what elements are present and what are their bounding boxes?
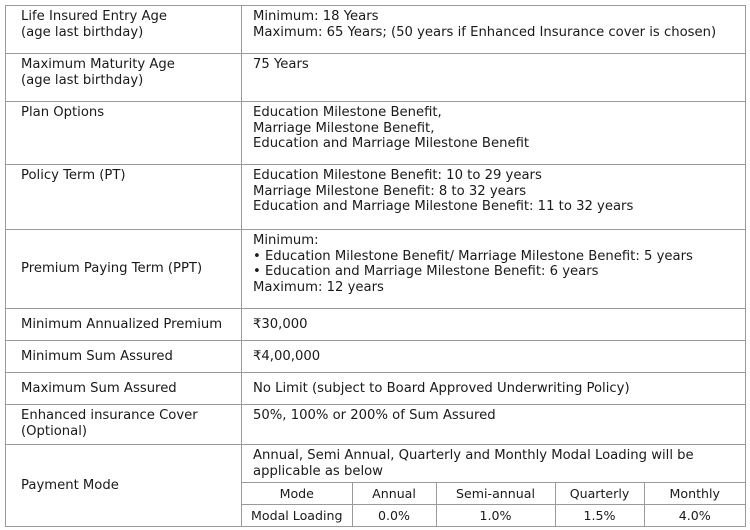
- row-label: [6, 6, 242, 54]
- value-line: Annual, Semi Annual, Quarterly and Monthly Modal Loading will be: [253, 448, 694, 463]
- modal-value-cell: 1.0%: [436, 505, 555, 527]
- row-value: [242, 6, 746, 54]
- row-value: [242, 309, 746, 341]
- row-value: [242, 373, 746, 405]
- table-row: [6, 309, 746, 341]
- row-value: [242, 165, 746, 230]
- modal-value-cell: 1.5%: [555, 505, 644, 527]
- modal-value-cell: Modal Loading: [242, 505, 352, 527]
- row-value: [242, 102, 746, 165]
- label-line: Enhanced insurance Cover: [21, 408, 198, 423]
- row-label: [6, 54, 242, 102]
- value-line: Minimum: 18 Years: [253, 9, 379, 24]
- table-row: [6, 165, 746, 230]
- table-row: [6, 230, 746, 309]
- label-line: (Optional): [21, 423, 88, 439]
- value-line: • Education and Marriage Milestone Benefit: 6 years: [253, 264, 599, 279]
- payment-mode-text: [242, 445, 745, 479]
- label-line: (age last birthday): [21, 72, 144, 88]
- table-row: [242, 505, 745, 527]
- label-line: Plan Options: [21, 105, 105, 120]
- value-line: 75 Years: [253, 57, 309, 72]
- row-label: [6, 405, 242, 445]
- label-line: Minimum Sum Assured: [21, 348, 173, 364]
- label-line: Minimum Annualized Premium: [21, 316, 223, 332]
- value-line: • Education Milestone Benefit/ Marriage Milestone Benefit: 5 years: [253, 248, 693, 264]
- table-row-payment-mode: [6, 445, 746, 527]
- label-line: Maximum Sum Assured: [21, 380, 177, 396]
- label-line: Payment Mode: [21, 477, 119, 493]
- row-label: [6, 165, 242, 230]
- modal-header-cell: Monthly: [644, 483, 745, 505]
- table-row: [6, 102, 746, 165]
- label-line: (age last birthday): [21, 24, 144, 40]
- value-line: Marriage Milestone Benefit,: [253, 120, 435, 136]
- modal-header-cell: Semi-annual: [436, 483, 555, 505]
- row-value: [242, 230, 746, 309]
- label-line: Policy Term (PT): [21, 168, 126, 183]
- row-value: [242, 405, 746, 445]
- value-line: Maximum: 65 Years; (50 years if Enhanced Insurance cover is chosen): [253, 24, 717, 40]
- row-label: [6, 341, 242, 373]
- row-value: [242, 54, 746, 102]
- features-table: [5, 5, 746, 527]
- table-row: [6, 405, 746, 445]
- modal-header-cell: Annual: [352, 483, 436, 505]
- modal-value-cell: 4.0%: [644, 505, 745, 527]
- table-row: [6, 373, 746, 405]
- value-line: ₹4,00,000: [253, 348, 321, 364]
- row-label: [6, 373, 242, 405]
- label-line: Maximum Maturity Age: [21, 57, 175, 72]
- value-line: Education and Marriage Milestone Benefit: [253, 136, 530, 151]
- row-label: [6, 230, 242, 309]
- table-row: [242, 483, 745, 505]
- row-label: [6, 445, 242, 527]
- row-value: [242, 341, 746, 373]
- value-line: applicable as below: [253, 463, 383, 479]
- modal-header-cell: Mode: [242, 483, 352, 505]
- value-line: No Limit (subject to Board Approved Underwriting Policy): [253, 380, 630, 396]
- modal-header-cell: Quarterly: [555, 483, 644, 505]
- label-line: Premium Paying Term (PPT): [21, 261, 203, 277]
- value-line: Maximum: 12 years: [253, 279, 384, 295]
- features-table-container: [5, 5, 746, 527]
- value-line: 50%, 100% or 200% of Sum Assured: [253, 408, 496, 423]
- modal-value-cell: 0.0%: [352, 505, 436, 527]
- table-row: [6, 341, 746, 373]
- label-line: Life Insured Entry Age: [21, 9, 168, 24]
- value-line: Education Milestone Benefit,: [253, 105, 442, 120]
- table-row: [6, 6, 746, 54]
- value-line: Minimum:: [253, 233, 319, 248]
- table-row: [6, 54, 746, 102]
- modal-loading-table: [242, 482, 745, 526]
- row-value: [242, 445, 746, 527]
- value-line: Education and Marriage Milestone Benefit: 11 to 32 years: [253, 199, 634, 214]
- row-label: [6, 309, 242, 341]
- value-line: Education Milestone Benefit: 10 to 29 years: [253, 168, 542, 183]
- row-label: [6, 102, 242, 165]
- value-line: Marriage Milestone Benefit: 8 to 32 years: [253, 183, 527, 199]
- value-line: ₹30,000: [253, 316, 308, 332]
